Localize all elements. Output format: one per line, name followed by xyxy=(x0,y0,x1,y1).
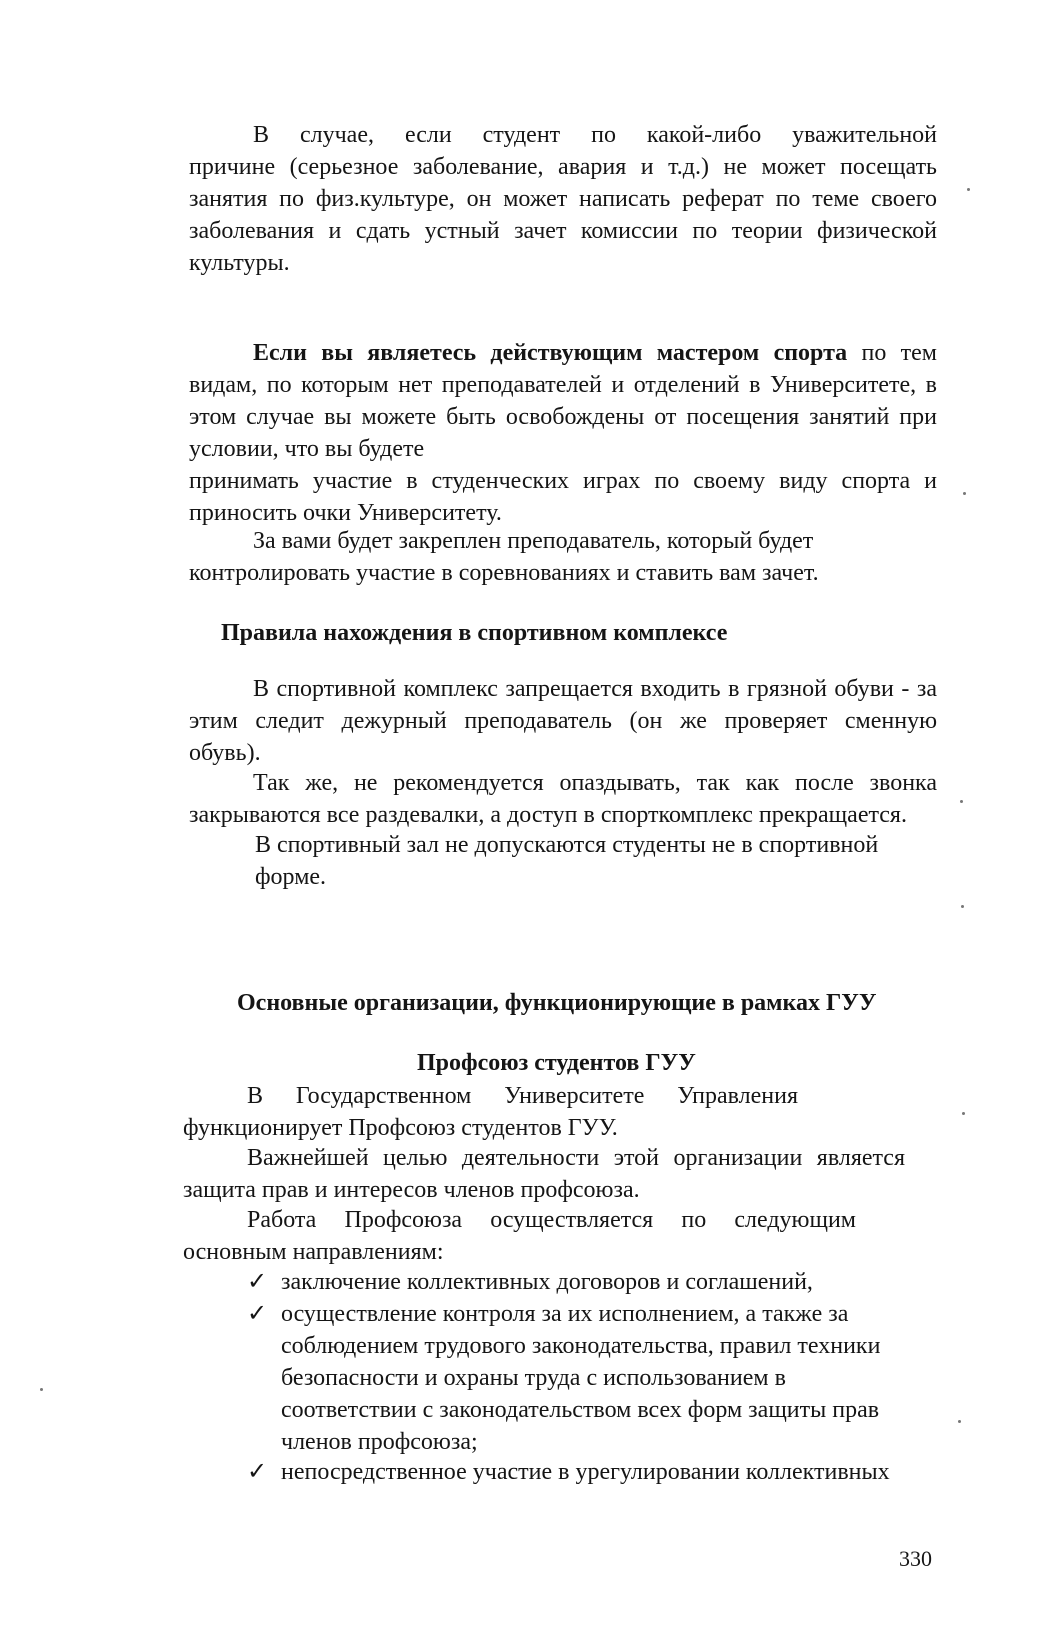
scan-speck xyxy=(960,800,963,803)
list-item xyxy=(281,1298,921,1458)
text-line: этим следит дежурный преподаватель (он же проверяет сменную xyxy=(189,708,937,734)
text-line: занятия по физ.культуре, он может написать реферат по теме своего xyxy=(189,186,937,212)
checkmark-icon: ✓ xyxy=(247,1459,268,1485)
text-line: контролировать участие в соревнованиях и ставить вам зачет. xyxy=(189,560,819,586)
text-line: принимать участие в студенческих играх по своему виду спорта и xyxy=(189,468,937,494)
checkmark-icon: ✓ xyxy=(247,1301,268,1327)
paragraph-union-directions xyxy=(183,1204,856,1268)
text-line: За вами будет закреплен преподаватель, который будет xyxy=(253,528,814,554)
paragraph-union-goal xyxy=(183,1142,905,1206)
text-line: обувь). xyxy=(189,740,261,766)
text-line: культуры. xyxy=(189,250,290,276)
text-line: соответствии с законодательством всех форм защиты прав xyxy=(281,1397,880,1423)
text-line: Так же, не рекомендуется опаздывать, так как после звонка xyxy=(253,770,937,796)
text-line: этом случае вы можете быть освобождены от посещения занятий при xyxy=(189,404,937,430)
list-item xyxy=(281,1456,921,1488)
scan-speck xyxy=(962,1112,965,1115)
text-line: непосредственное участие в урегулировании коллективных xyxy=(281,1459,890,1485)
paragraph-union-intro xyxy=(183,1080,798,1144)
text-line: В Государственном Университете Управления xyxy=(247,1083,798,1109)
text-line: закрываются все раздевалки, а доступ в спорткомплекс прекращается. xyxy=(189,802,907,828)
text-line: условии, что вы будете xyxy=(189,436,425,462)
text-line: В случае, если студент по какой-либо уважительной xyxy=(253,122,937,148)
heading-student-union: Профсоюз студентов ГУУ xyxy=(417,1050,696,1076)
text-line: В спортивной комплекс запрещается входить в грязной обуви - за xyxy=(253,676,937,702)
text-line: соблюдением трудового законодательства, правил техники xyxy=(281,1333,881,1359)
list-item xyxy=(281,1266,921,1298)
scan-speck xyxy=(967,188,970,191)
scan-speck xyxy=(963,492,966,495)
text-line: осуществление контроля за их исполнением, а также за xyxy=(281,1301,849,1327)
checkmark-icon: ✓ xyxy=(247,1269,268,1295)
heading-organizations: Основные организации, функционирующие в рамках ГУУ xyxy=(237,990,877,1016)
text-span: по тем xyxy=(847,340,937,366)
text-line: защита прав и интересов членов профсоюза. xyxy=(183,1177,640,1203)
text-line: Работа Профсоюза осуществляется по следующим xyxy=(247,1207,856,1233)
paragraph-sport-form xyxy=(255,829,895,893)
bold-phrase: Если вы являетесь действующим мастером спорта xyxy=(253,340,848,366)
text-line: Важнейшей целью деятельности этой организации является xyxy=(247,1145,905,1171)
paragraph-shoes xyxy=(189,673,937,769)
text-line: В спортивный зал не допускаются студенты не в спортивной xyxy=(255,832,879,858)
scan-speck xyxy=(961,905,964,908)
paragraph-teacher xyxy=(189,525,937,589)
text-line: безопасности и охраны труда с использованием в xyxy=(281,1365,786,1391)
page-number: 330 xyxy=(899,1546,932,1571)
text-line: приносить очки Университету. xyxy=(189,500,502,526)
text-line: основным направлениям: xyxy=(183,1239,444,1265)
scan-speck xyxy=(958,1420,961,1423)
heading-rules: Правила нахождения в спортивном комплексе xyxy=(221,620,728,646)
text-line: причине (серьезное заболевание, авария и т.д.) не может посещать xyxy=(189,154,937,180)
text-line: заключение коллективных договоров и соглашений, xyxy=(281,1269,813,1295)
scan-speck xyxy=(40,1388,43,1391)
text-line: форме. xyxy=(255,864,327,890)
paragraph-illness xyxy=(189,119,937,279)
paragraph-late xyxy=(189,767,937,831)
text-line: членов профсоюза; xyxy=(281,1429,478,1455)
text-line: функционирует Профсоюз студентов ГУУ. xyxy=(183,1115,618,1141)
text-line xyxy=(189,337,937,369)
paragraph-master-of-sport xyxy=(189,337,937,529)
text-line: заболевания и сдать устный зачет комиссии по теории физической xyxy=(189,218,937,244)
text-line: видам, по которым нет преподавателей и отделений в Университете, в xyxy=(189,372,937,398)
